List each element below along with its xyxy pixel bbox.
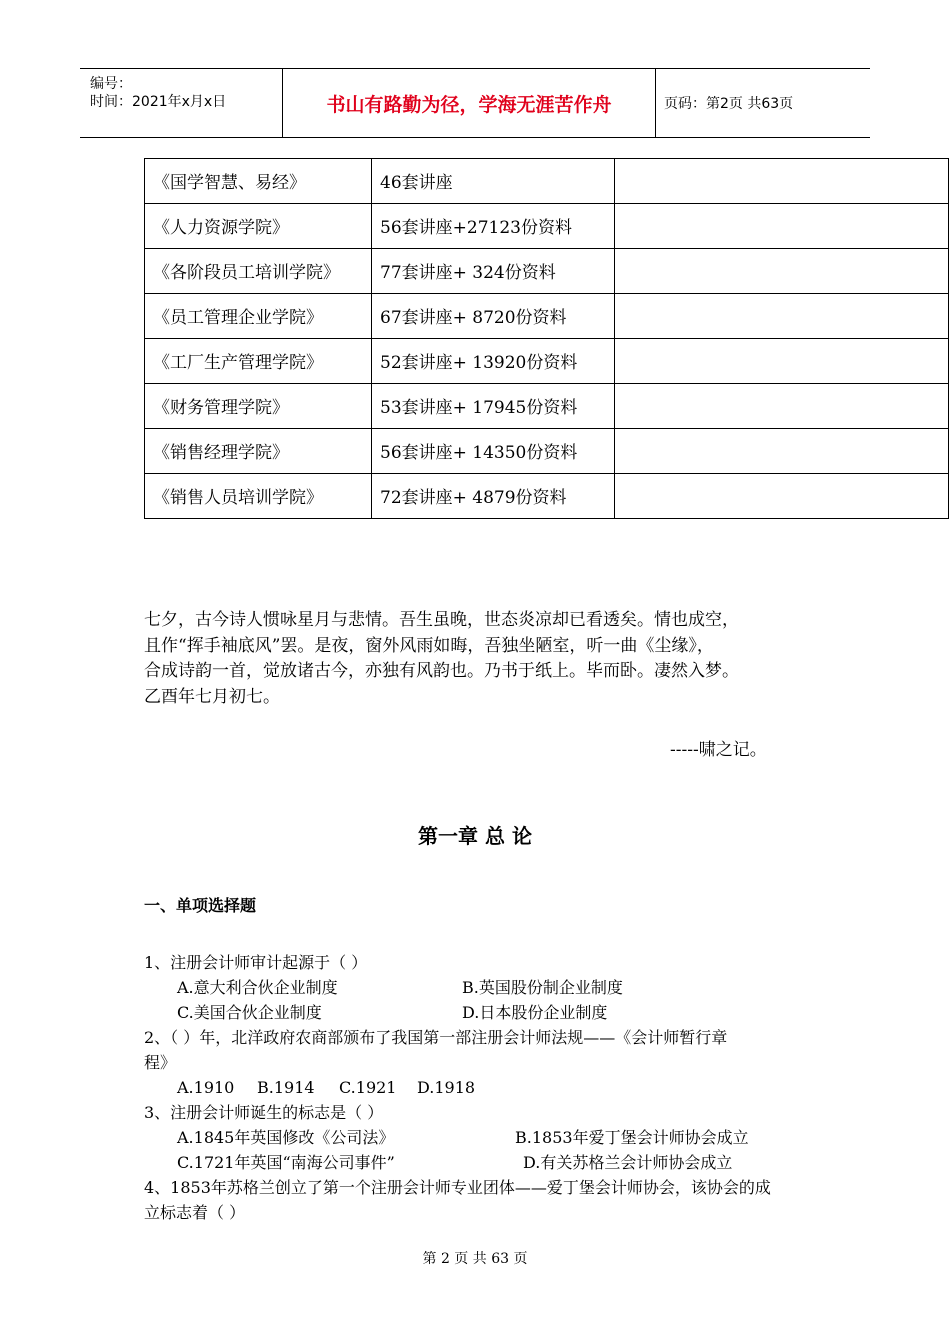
row-extra [615,429,949,474]
header-page-info: 页码：第2页 共63页 [664,96,794,112]
paragraph-line: 七夕，古今诗人惯咏星月与悲情。吾生虽晚，世态炎凉却已看透矣。情也成空， [144,610,739,630]
table-row [145,429,949,474]
question-3-option-b: B.1853年爱丁堡会计师协会成立 [515,1128,749,1147]
signature: -----啸之记。 [670,740,767,760]
row-content: 72套讲座+ 4879份资料 [372,474,615,519]
row-extra [615,294,949,339]
row-extra [615,159,949,204]
row-extra [615,249,949,294]
table-row [145,249,949,294]
row-name: 《财务管理学院》 [145,384,372,429]
row-content: 46套讲座 [372,159,615,204]
row-extra [615,384,949,429]
question-2-option-d: D.1918 [417,1078,476,1097]
table-row [145,339,949,384]
table-row [145,474,949,519]
row-name: 《国学智慧、易经》 [145,159,372,204]
table-row [145,384,949,429]
header-info [80,69,283,137]
question-1-option-b: B.英国股份制企业制度 [462,978,623,997]
paragraph-line: 且作“挥手袖底风”罢。是夜，窗外风雨如晦，吾独坐陋室，听一曲《尘缘》， [144,635,714,656]
question-2-stem-cont: 程》 [144,1053,177,1072]
question-1-stem: 1、注册会计师审计起源于（ ） [144,953,368,972]
course-table [144,158,949,519]
time-label: 时间：2021年x月x日 [90,94,227,110]
row-extra [615,339,949,384]
row-name: 《员工管理企业学院》 [145,294,372,339]
paragraph-line: 乙酉年七月初七。 [144,686,280,707]
question-2-option-b: B.1914 [257,1078,315,1097]
question-3-option-d: D.有关苏格兰会计师协会成立 [523,1153,733,1172]
question-4-stem: 4、1853年苏格兰创立了第一个注册会计师专业团体——爱丁堡会计师协会，该协会的成 [144,1178,771,1197]
question-3-stem: 3、注册会计师诞生的标志是（ ） [144,1103,384,1122]
table-row [145,294,949,339]
header-motto: 书山有路勤为径，学海无涯苦作舟 [283,69,656,137]
question-4-stem-cont: 立标志着（ ） [144,1203,246,1222]
paragraph-line: 合成诗韵一首，觉放诸古今，亦独有风韵也。乃书于纸上。毕而卧。凄然入梦。 [144,661,739,681]
row-content: 53套讲座+ 17945份资料 [372,384,615,429]
question-1-option-d: D.日本股份企业制度 [462,1003,608,1022]
row-extra [615,474,949,519]
row-name: 《销售人员培训学院》 [145,474,372,519]
row-content: 77套讲座+ 324份资料 [372,249,615,294]
qixi-paragraph [144,608,814,710]
page-footer: 第 2 页 共 63 页 [422,1251,528,1267]
row-name: 《销售经理学院》 [145,429,372,474]
row-content: 67套讲座+ 8720份资料 [372,294,615,339]
section-heading: 一、单项选择题 [144,896,257,915]
question-1-option-c: C.美国合伙企业制度 [177,1003,322,1022]
question-3-option-a: A.1845年英国修改《公司法》 [177,1128,395,1147]
question-2-stem: 2、（ ）年，北洋政府农商部颁布了我国第一部注册会计师法规——《会计师暂行章 [144,1028,728,1047]
chapter-title: 第一章 总 论 [418,824,532,848]
table-row [145,204,949,249]
row-extra [615,204,949,249]
question-1-option-a: A.意大利合伙企业制度 [177,978,338,997]
question-3-option-c: C.1721年英国“南海公司事件” [177,1153,395,1172]
page-header [80,68,870,138]
row-name: 《工厂生产管理学院》 [145,339,372,384]
row-name: 《人力资源学院》 [145,204,372,249]
row-name: 《各阶段员工培训学院》 [145,249,372,294]
number-label: 编号： [90,76,132,92]
row-content: 56套讲座+27123份资料 [372,204,615,249]
question-2-option-c: C.1921 [339,1078,397,1097]
row-content: 52套讲座+ 13920份资料 [372,339,615,384]
question-2-option-a: A.1910 [177,1078,235,1097]
table-row [145,159,949,204]
row-content: 56套讲座+ 14350份资料 [372,429,615,474]
